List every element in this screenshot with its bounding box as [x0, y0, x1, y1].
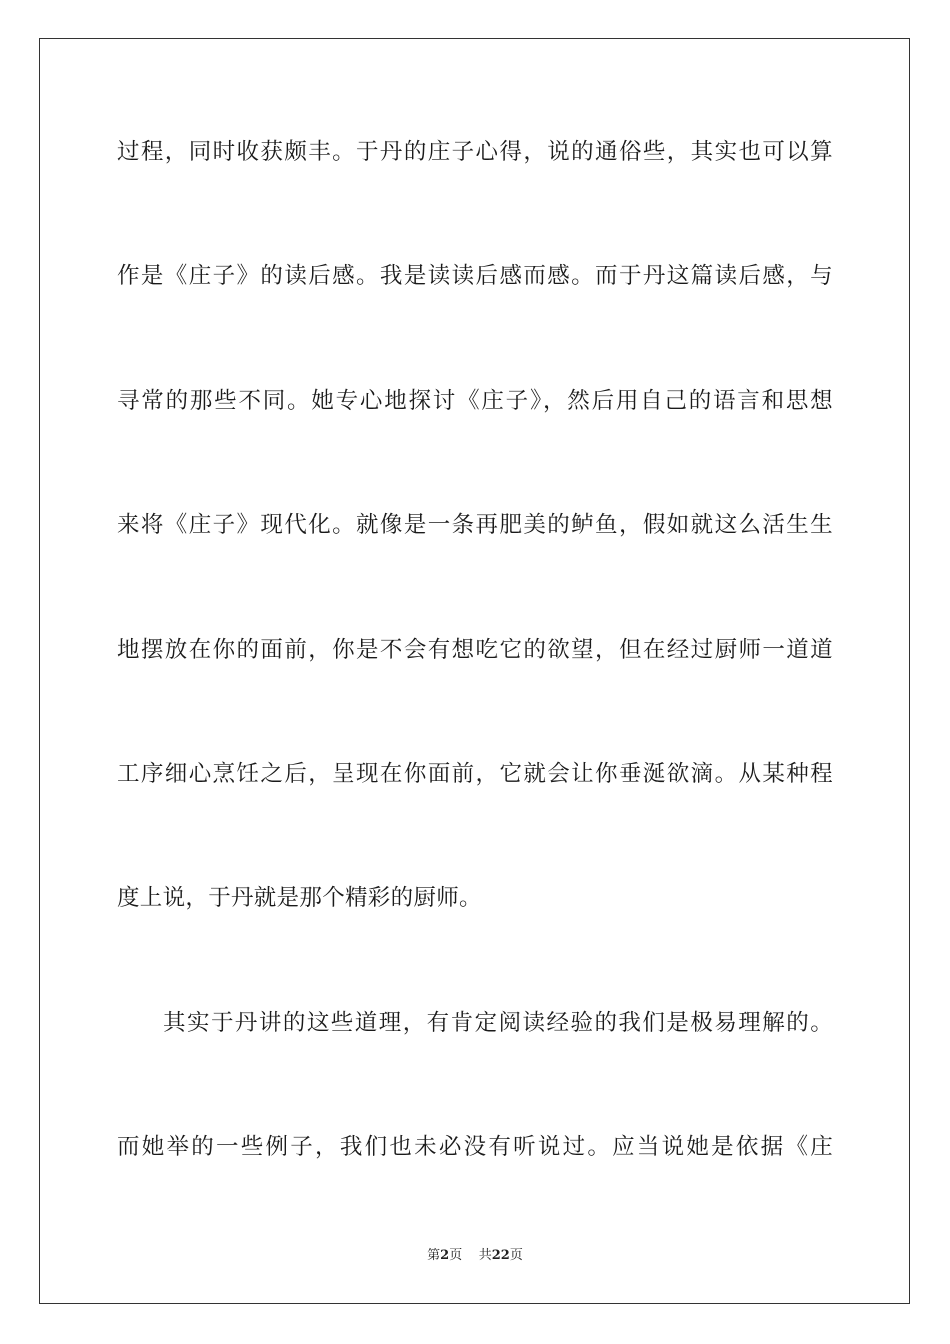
body-text-line-7: 度上说，于丹就是那个精彩的厨师。 [117, 885, 482, 911]
body-text-line-5: 地摆放在你的面前，你是不会有想吃它的欲望，但在经过厨师一道道 [117, 637, 833, 663]
body-text-line-9: 而她举的一些例子，我们也未必没有听说过。应当说她是依据《庄 [117, 1134, 833, 1160]
body-text-line-2: 作是《庄子》的读后感。我是读读后感而感。而于丹这篇读后感，与 [117, 263, 833, 289]
body-text-line-4: 来将《庄子》现代化。就像是一条再肥美的鲈鱼，假如就这么活生生 [117, 512, 833, 538]
body-text-line-8: 其实于丹讲的这些道理，有肯定阅读经验的我们是极易理解的。 [163, 1010, 833, 1036]
body-text-line-3: 寻常的那些不同。她专心地探讨《庄子》，然后用自己的语言和思想 [117, 388, 833, 414]
page-number: 2 [440, 1248, 450, 1263]
page-prefix: 第 [427, 1248, 441, 1263]
page-footer [0, 1247, 950, 1265]
body-text-line-1: 过程，同时收获颇丰。于丹的庄子心得，说的通俗些，其实也可以算 [117, 139, 833, 165]
page-suffix: 页 [449, 1248, 463, 1263]
total-prefix: 共 [478, 1248, 492, 1263]
body-text-line-6: 工序细心烹饪之后，呈现在你面前，它就会让你垂涎欲滴。从某种程 [117, 761, 833, 787]
total-pages: 22 [491, 1248, 510, 1263]
page-border [39, 38, 910, 1304]
total-suffix: 页 [509, 1248, 523, 1263]
